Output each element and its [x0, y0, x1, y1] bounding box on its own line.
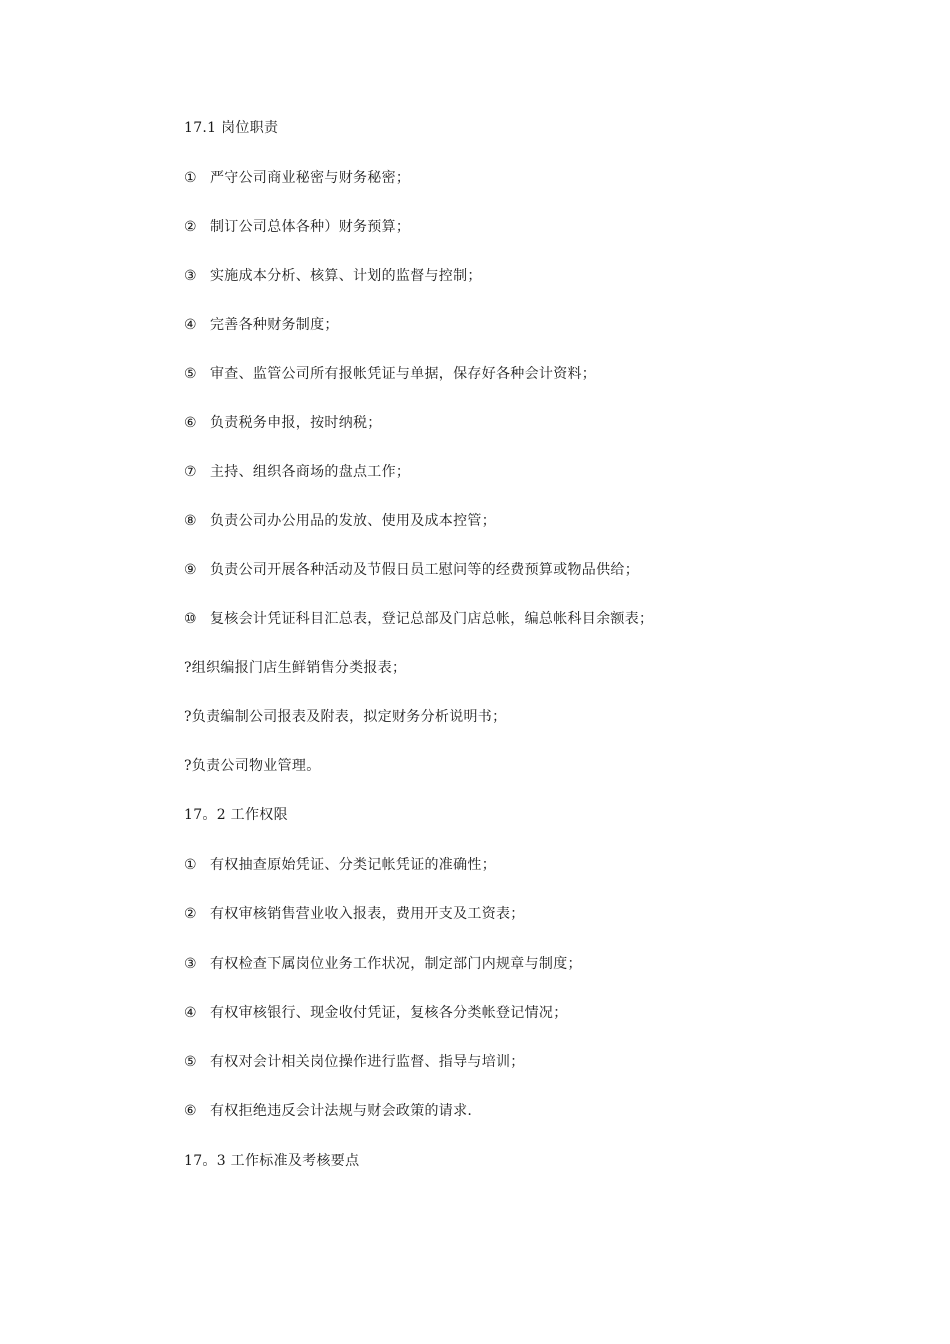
item-number: ⑨ [184, 562, 197, 578]
item-number: ⑥ [184, 1103, 197, 1119]
duty-item-9 [184, 560, 639, 580]
item-number: ⑦ [184, 464, 197, 480]
item-text: 有权抽查原始凭证、分类记帐凭证的准确性； [210, 857, 496, 873]
duty-item-10 [184, 609, 653, 629]
duty-item-6 [184, 413, 382, 433]
item-text: 负责税务申报，按时纳税； [210, 415, 382, 431]
duty-item-8 [184, 511, 496, 531]
section-heading-standards: 17。3 工作标准及考核要点 [184, 1153, 360, 1169]
item-text: 有权审核银行、现金收付凭证，复核各分类帐登记情况； [210, 1005, 568, 1021]
duty-item-2 [184, 217, 410, 237]
item-number: ④ [184, 317, 197, 333]
item-number: ② [184, 906, 197, 922]
item-text: 严守公司商业秘密与财务秘密； [210, 170, 411, 186]
section-heading-duties: 17.1 岗位职责 [184, 120, 279, 136]
item-number: ③ [184, 956, 197, 972]
duty-item-7 [184, 462, 410, 482]
item-text: 有权审核销售营业收入报表，费用开支及工资表； [210, 906, 525, 922]
item-text: 制订公司总体各种）财务预算； [210, 219, 411, 235]
duty-item-3 [184, 266, 482, 286]
item-text: 实施成本分析、核算、计划的监督与控制； [210, 268, 482, 284]
authority-item-5 [184, 1052, 525, 1072]
duty-item-1 [184, 168, 410, 188]
item-text: 有权拒绝违反会计法规与财会政策的请求. [210, 1103, 473, 1119]
item-number: ⑥ [184, 415, 197, 431]
item-text: 复核会计凭证科目汇总表，登记总部及门店总帐，编总帐科目余额表； [210, 611, 654, 627]
authority-item-6 [184, 1101, 472, 1121]
item-text: 有权对会计相关岗位操作进行监督、指导与培训； [210, 1054, 525, 1070]
item-number: ⑤ [184, 1054, 197, 1070]
item-number: ① [184, 170, 197, 186]
authority-item-1 [184, 855, 496, 875]
item-number: ① [184, 857, 197, 873]
item-text: 负责公司办公用品的发放、使用及成本控管； [210, 513, 496, 529]
duty-item-13: ?负责公司物业管理。 [184, 758, 321, 774]
item-number: ④ [184, 1005, 197, 1021]
item-text: 主持、组织各商场的盘点工作； [210, 464, 411, 480]
section-heading-authority: 17。2 工作权限 [184, 807, 288, 823]
item-number: ⑧ [184, 513, 197, 529]
item-text: 负责公司开展各种活动及节假日员工慰问等的经费预算或物品供给； [210, 562, 639, 578]
duty-item-4 [184, 315, 339, 335]
authority-item-4 [184, 1003, 568, 1023]
item-number: ② [184, 219, 197, 235]
item-text: 完善各种财务制度； [210, 317, 339, 333]
item-text: 审查、监管公司所有报帐凭证与单据，保存好各种会计资料； [210, 366, 597, 382]
duty-item-11: ?组织编报门店生鲜销售分类报表； [184, 660, 407, 676]
authority-item-3 [184, 954, 582, 974]
item-number: ⑩ [184, 611, 197, 627]
item-number: ③ [184, 268, 197, 284]
item-text: 有权检查下属岗位业务工作状况，制定部门内规章与制度； [210, 956, 582, 972]
duty-item-5 [184, 364, 596, 384]
duty-item-12: ?负责编制公司报表及附表，拟定财务分析说明书； [184, 709, 507, 725]
authority-item-2 [184, 904, 525, 924]
item-number: ⑤ [184, 366, 197, 382]
